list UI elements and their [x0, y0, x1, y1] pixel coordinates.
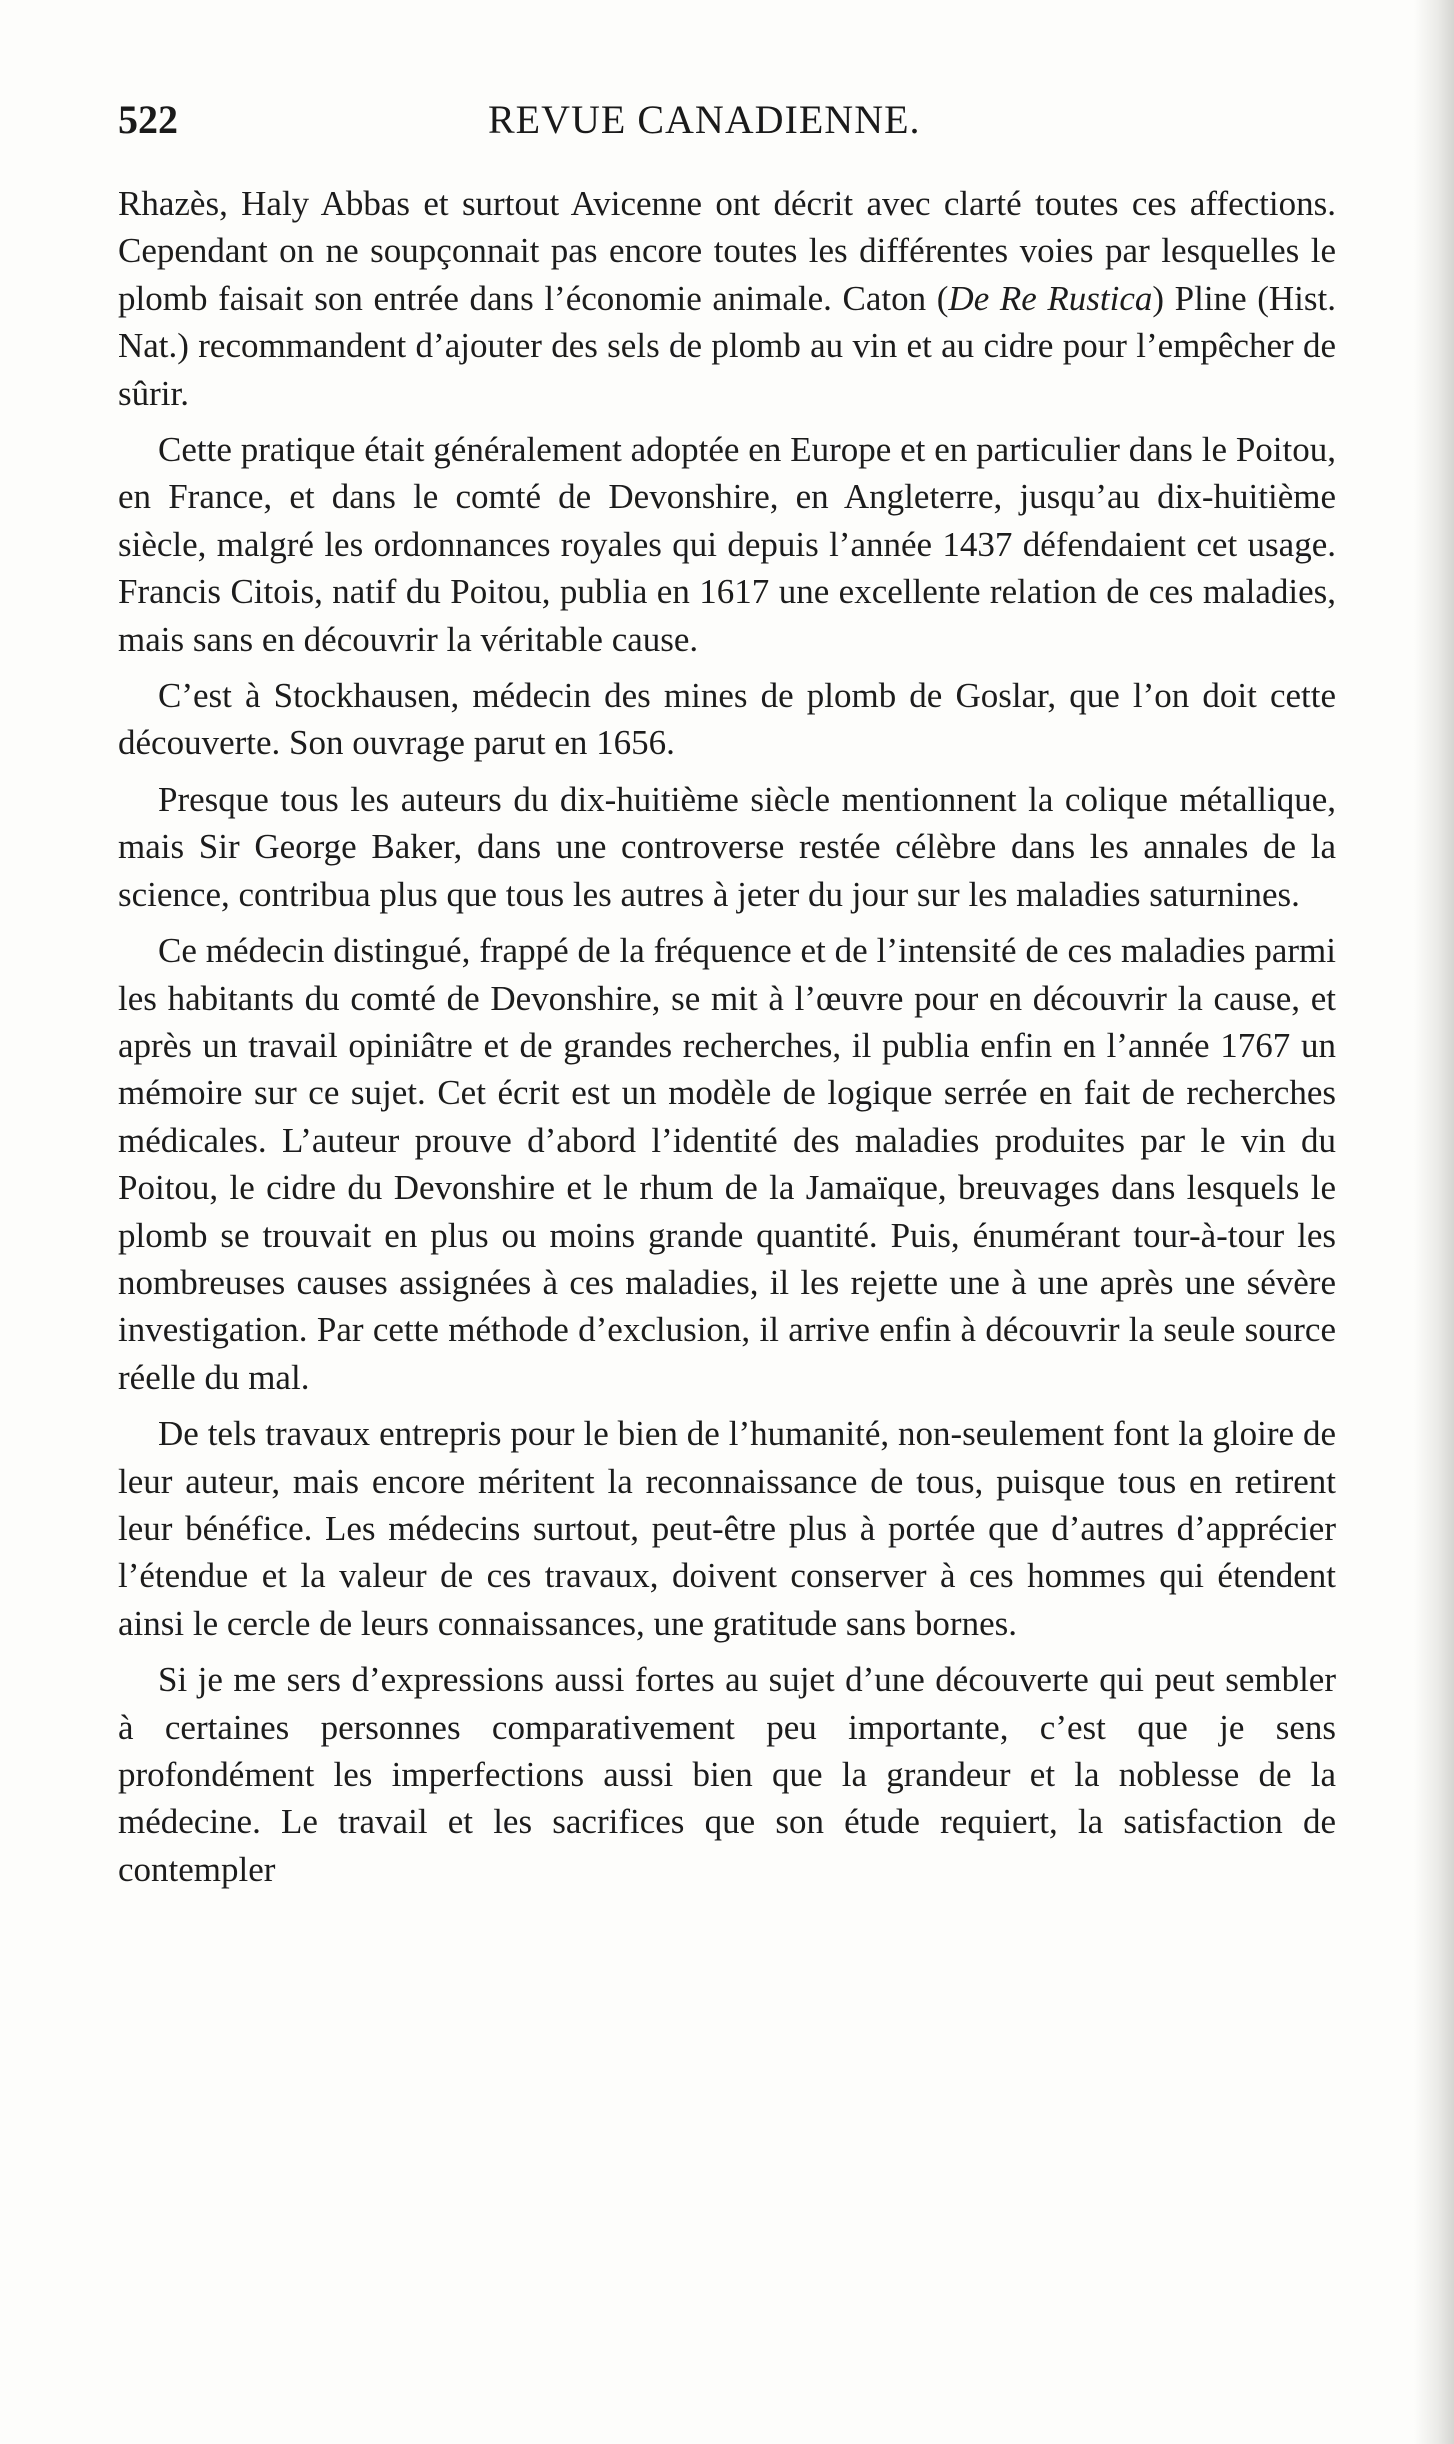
paragraph	[118, 927, 1336, 1401]
paragraph	[118, 426, 1336, 663]
paragraph-text: Ce médecin distingué, frappé de la fréquence et de l’intensité de ces maladies parmi les habitants du comté de Devonshire, se mit à l’œuvre pour en découvrir la cause, et après un travail opiniâtre et de grandes recherches, il publia enfin en l’année 1767 un mémoire sur ce sujet. Cet écrit est un modèle de logique serrée en fait de recherches médicales. L’auteur prouve d’abord l’identité des maladies produites par le vin du Poitou, le cidre du Devonshire et le rhum de la Jamaïque, breuvages dans lesquels le plomb se trouvait en plus ou moins grande quantité. Puis, énumérant tour-à-tour les nombreuses causes assignées à ces maladies, il les rejette une à une après une sévère investigation. Par cette méthode d’exclusion, il arrive enfin à découvrir la seule source réelle du mal.	[118, 931, 1336, 1397]
page-edge-shadow	[1414, 0, 1454, 2444]
paragraph	[118, 1410, 1336, 1647]
paragraph	[118, 180, 1336, 417]
italic-title-text: De Re Rustica	[948, 278, 1153, 318]
paragraph-text: Rhazès, Haly Abbas et surtout Avicenne ont décrit avec clarté toutes ces affections. Cependant on ne soupçonnait pas encore toutes les différentes voies par lesquelles le plomb faisait son entrée dans l’économie animale. Caton (	[118, 184, 1336, 318]
paragraph-text: C’est à Stockhausen, médecin des mines de plomb de Goslar, que l’on doit cette découverte. Son ouvrage parut en 1656.	[118, 676, 1336, 763]
paragraph	[118, 1656, 1336, 1893]
page-number: 522	[118, 97, 178, 142]
page-header	[118, 96, 1318, 156]
paragraph-text: De tels travaux entrepris pour le bien de l’humanité, non-seulement font la gloire de leur auteur, mais encore méritent la reconnaissance de tous, puisque tous en retirent leur bénéfice. Les médecins surtout, peut-être plus à portée que d’autres d’apprécier l’étendue et la valeur de ces travaux, doivent conserver à ces hommes qui étendent ainsi le cercle de leurs connaissances, une gratitude sans bornes.	[118, 1414, 1336, 1643]
paragraph	[118, 776, 1336, 918]
paragraph-text: Si je me sers d’expressions aussi fortes au sujet d’une découverte qui peut sembler à certaines personnes comparativement peu importante, c’est que je sens profondément les imperfections aussi bien que la grandeur et la noblesse de la médecine. Le travail et les sacrifices que son étude requiert, la satisfaction de contempler	[118, 1660, 1336, 1889]
paragraph	[118, 672, 1336, 767]
body-text	[118, 180, 1336, 1902]
paragraph-text: Presque tous les auteurs du dix-huitième siècle mentionnent la colique métallique, mais Sir George Baker, dans une controverse restée célèbre dans les annales de la science, contribua plus que tous les autres à jeter du jour sur les maladies saturnines.	[118, 779, 1336, 914]
paragraph-text: ) Pline (Hist. Nat.) recommandent d’ajouter des sels de plomb au vin et au cidre pour l’empêcher de sûrir.	[118, 278, 1336, 413]
paragraph-text: Cette pratique était généralement adoptée en Europe et en particulier dans le Poitou, en France, et dans le comté de Devonshire, en Angleterre, jusqu’au dix-huitième siècle, malgré les ordonnances royales qui depuis l’année 1437 défendaient cet usage. Francis Citois, natif du Poitou, publia en 1617 une excellente relation de ces maladies, mais sans en découvrir la véritable cause.	[118, 430, 1336, 659]
running-title: REVUE CANADIENNE.	[488, 97, 921, 142]
